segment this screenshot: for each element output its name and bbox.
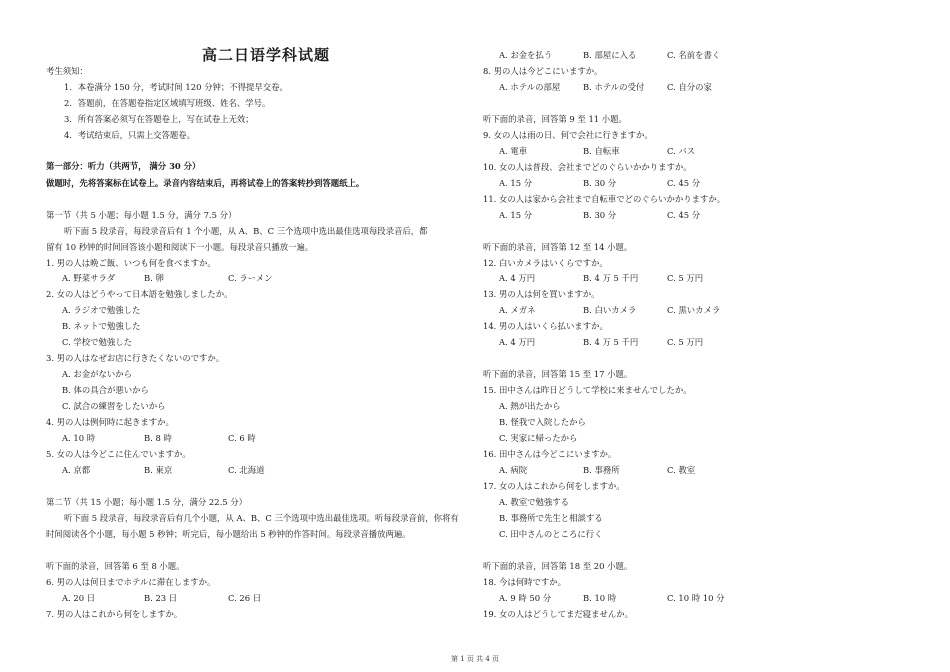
group-heading: 听下面的录音，回答第 15 至 17 小题。 [483, 369, 633, 379]
option-c: C. 教室 [667, 465, 696, 475]
section1-heading: 第一节（共 5 小题；每小题 1.5 分，满分 7.5 分） [46, 210, 237, 220]
option-a: A. 20 日 [62, 593, 96, 603]
option-c: C. バス [667, 146, 696, 156]
question-3: 3. 男の人はなぜお店に行きたくないのですか。 [46, 353, 225, 363]
part1-instruction: 做题时，先将答案标在试卷上。录音内容结束后，再将试卷上的答案转抄到答题纸上。 [46, 178, 365, 188]
group-heading: 听下面的录音，回答第 9 至 11 小题。 [483, 114, 627, 124]
option-a: A. 4 万円 [499, 273, 536, 283]
option-a: A. 野菜サラダ [62, 273, 116, 283]
option-b: B. 部屋に入る [583, 50, 637, 60]
option-c: C. 学校で勉強した [62, 337, 133, 347]
option-a: A. 熱が出たから [499, 401, 561, 411]
notice-item: 1．本卷满分 150 分，考试时间 120 分钟；不得提早交卷。 [64, 82, 288, 92]
option-b: B. 体の具合が悪いから [62, 385, 149, 395]
section2-desc: 听下面 5 段录音，每段录音后有几个小题，从 A、B、C 三个选项中选出最佳选项。听每段录音前，你将有 [64, 513, 459, 523]
option-a: A. お金がないから [62, 369, 132, 379]
option-b: B. 30 分 [583, 210, 617, 220]
question-17: 17. 女の人はこれから何をしますか。 [483, 481, 625, 491]
option-c: C. 6 時 [228, 433, 256, 443]
question-18: 18. 今は何時ですか。 [483, 577, 566, 587]
question-6: 6. 男の人は何日までホテルに滞在しますか。 [46, 577, 216, 587]
option-a: A. ホテルの部屋 [499, 82, 561, 92]
option-a: A. 9 時 50 分 [499, 593, 552, 603]
option-a: A. メガネ [499, 305, 536, 315]
option-b: B. 怪我で入院したから [499, 417, 586, 427]
option-a: A. 15 分 [499, 178, 533, 188]
option-b: B. 23 日 [144, 593, 178, 603]
group-heading: 听下面的录音，回答第 18 至 20 小题。 [483, 561, 633, 571]
notice-item: 3．所有答案必须写在答题卷上，写在试卷上无效； [64, 114, 254, 124]
option-c: C. 10 時 10 分 [667, 593, 725, 603]
question-10: 10. 女の人は普段、会社までどのぐらいかかりますか。 [483, 162, 692, 172]
notice-item: 2．答题前，在答题卷指定区域填写班级、姓名、学号。 [64, 98, 271, 108]
option-a: A. ラジオで勉強した [62, 305, 141, 315]
option-c: C. 名前を書く [667, 50, 721, 60]
option-c: C. 26 日 [228, 593, 262, 603]
question-5: 5. 女の人は今どこに住んでいますか。 [46, 449, 191, 459]
option-c: C. 自分の家 [667, 82, 712, 92]
option-b: B. 東京 [144, 465, 173, 475]
page-title: 高二日语学科试题 [202, 46, 331, 64]
option-a: A. 10 時 [62, 433, 96, 443]
option-c: C. ラーメン [228, 273, 273, 283]
question-7: 7. 男の人はこれから何をしますか。 [46, 609, 183, 619]
question-13: 13. 男の人は何を買いますか。 [483, 289, 600, 299]
option-b: B. 自転車 [583, 146, 620, 156]
question-2: 2. 女の人はどうやって日本語を勉強しましたか。 [46, 289, 233, 299]
section1-desc: 留有 10 秒钟的时间回答该小题和阅读下一小题。每段录音只播放一遍。 [46, 242, 314, 252]
option-b: B. 事務所で先生と相談する [499, 513, 603, 523]
section2-heading: 第二节（共 15 小题；每小题 1.5 分，满分 22.5 分） [46, 497, 247, 507]
group-heading: 听下面的录音，回答第 6 至 8 小题。 [46, 561, 185, 571]
section2-desc: 时间阅读各个小题，每小题 5 秒钟；听完后，每小题给出 5 秒钟的作答时间。每段录音播放两遍。 [46, 529, 411, 539]
option-a: A. 4 万円 [499, 337, 536, 347]
part1-heading: 第一部分：听力（共两节， 满分 30 分） [46, 161, 201, 171]
option-b: B. 事務所 [583, 465, 620, 475]
question-11: 11. 女の人は家から会社まで自転車でどのぐらいかかりますか。 [483, 194, 726, 204]
option-c: C. 5 万円 [667, 337, 704, 347]
option-b: B. 卵 [144, 273, 164, 283]
question-1: 1. 男の人は晩ご飯、いつも何を食べますか。 [46, 258, 216, 268]
option-a: A. 電車 [499, 146, 528, 156]
question-14: 14. 男の人はいくら払いますか。 [483, 321, 608, 331]
option-a: A. 京都 [62, 465, 91, 475]
group-heading: 听下面的录音，回答第 12 至 14 小题。 [483, 242, 633, 252]
option-c: C. 黒いカメラ [667, 305, 721, 315]
option-c: C. 田中さんのところに行く [499, 529, 603, 539]
option-b: B. ホテルの受付 [583, 82, 645, 92]
notice-item: 4．考试结束后，只需上交答题卷。 [64, 130, 195, 140]
option-b: B. 10 時 [583, 593, 617, 603]
option-c: C. 実家に帰ったから [499, 433, 578, 443]
option-b: B. 白いカメラ [583, 305, 637, 315]
question-16: 16. 田中さんは今どこにいますか。 [483, 449, 617, 459]
page-footer: 第 1 页 共 4 页 [450, 655, 500, 663]
question-4: 4. 男の人は例何時に起きますか。 [46, 417, 174, 427]
option-c: C. 試合の練習をしたいから [62, 401, 166, 411]
option-a: A. お金を払う [499, 50, 553, 60]
option-a: A. 15 分 [499, 210, 533, 220]
option-c: C. 北海道 [228, 465, 265, 475]
option-c: C. 5 万円 [667, 273, 704, 283]
option-c: C. 45 分 [667, 178, 701, 188]
question-19: 19. 女の人はどうしてまだ寝ませんか。 [483, 609, 633, 619]
option-a: A. 教室で勉強する [499, 497, 569, 507]
option-b: B. 4 万 5 千円 [583, 273, 639, 283]
question-9: 9. 女の人は雨の日、何で会社に行きますか。 [483, 130, 653, 140]
option-b: B. 4 万 5 千円 [583, 337, 639, 347]
option-c: C. 45 分 [667, 210, 701, 220]
question-15: 15. 田中さんは昨日どうして学校に来ませんでしたか。 [483, 385, 692, 395]
section1-desc: 听下面 5 段录音，每段录音后有 1 个小题，从 A、B、C 三个选项中选出最佳选项每段录音后，都 [64, 226, 428, 236]
notice-heading: 考生须知： [46, 66, 88, 76]
option-b: B. ネットで勉強した [62, 321, 141, 331]
question-12: 12. 白いカメラはいくらですか。 [483, 258, 608, 268]
option-b: B. 30 分 [583, 178, 617, 188]
option-b: B. 8 時 [144, 433, 172, 443]
option-a: A. 病院 [499, 465, 528, 475]
question-8: 8. 男の人は今どこにいますか。 [483, 66, 603, 76]
